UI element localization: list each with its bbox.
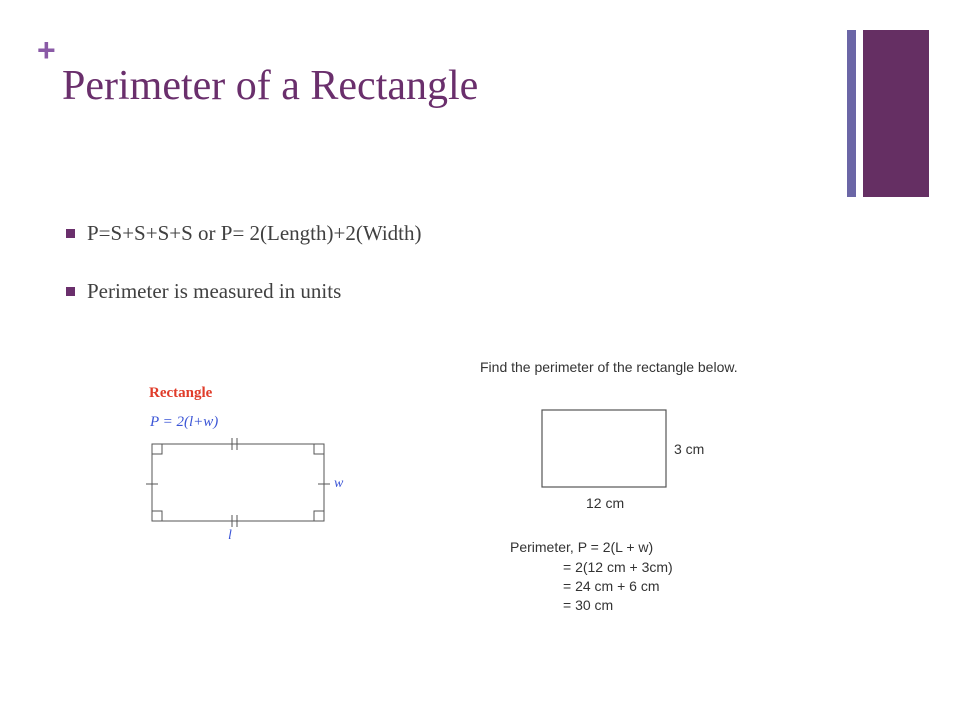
rectangle-outline xyxy=(152,444,324,521)
solution-line: Perimeter, P = 2(L + w) xyxy=(510,539,654,555)
height-label: 3 cm xyxy=(674,441,705,457)
solution-line: = 2(12 cm + 3cm) xyxy=(563,559,673,575)
bullet-item xyxy=(66,276,421,306)
diagram-formula: P = 2(l+w) xyxy=(150,414,219,430)
solution-line: = 24 cm + 6 cm xyxy=(563,578,660,594)
right-angle-marker xyxy=(314,444,324,454)
bullet-text: P=S+S+S+S or P= 2(Length)+2(Width) xyxy=(87,221,422,245)
diagram-heading: Rectangle xyxy=(149,385,213,401)
decorative-bar-thick xyxy=(863,30,929,197)
right-angle-marker xyxy=(152,511,162,521)
example-prompt: Find the perimeter of the rectangle below. xyxy=(480,359,738,375)
bullet-square-icon xyxy=(66,229,75,238)
width-label: w xyxy=(334,476,344,491)
right-angle-marker xyxy=(152,444,162,454)
right-angle-marker xyxy=(314,511,324,521)
slide-title: Perimeter of a Rectangle xyxy=(62,63,479,109)
worked-example xyxy=(470,355,800,625)
decorative-bar-thin xyxy=(847,30,856,197)
rectangle-drawing xyxy=(140,380,370,560)
rectangle-diagram xyxy=(140,380,370,560)
plus-icon: + xyxy=(37,32,56,68)
example-rectangle-outline xyxy=(542,410,666,487)
bullet-list xyxy=(66,218,421,334)
length-label: l xyxy=(228,528,232,543)
base-label: 12 cm xyxy=(586,495,625,511)
bullet-item xyxy=(66,218,421,248)
bullet-square-icon xyxy=(66,287,75,296)
solution-line: = 30 cm xyxy=(563,597,614,613)
bullet-text: Perimeter is measured in units xyxy=(87,279,342,303)
